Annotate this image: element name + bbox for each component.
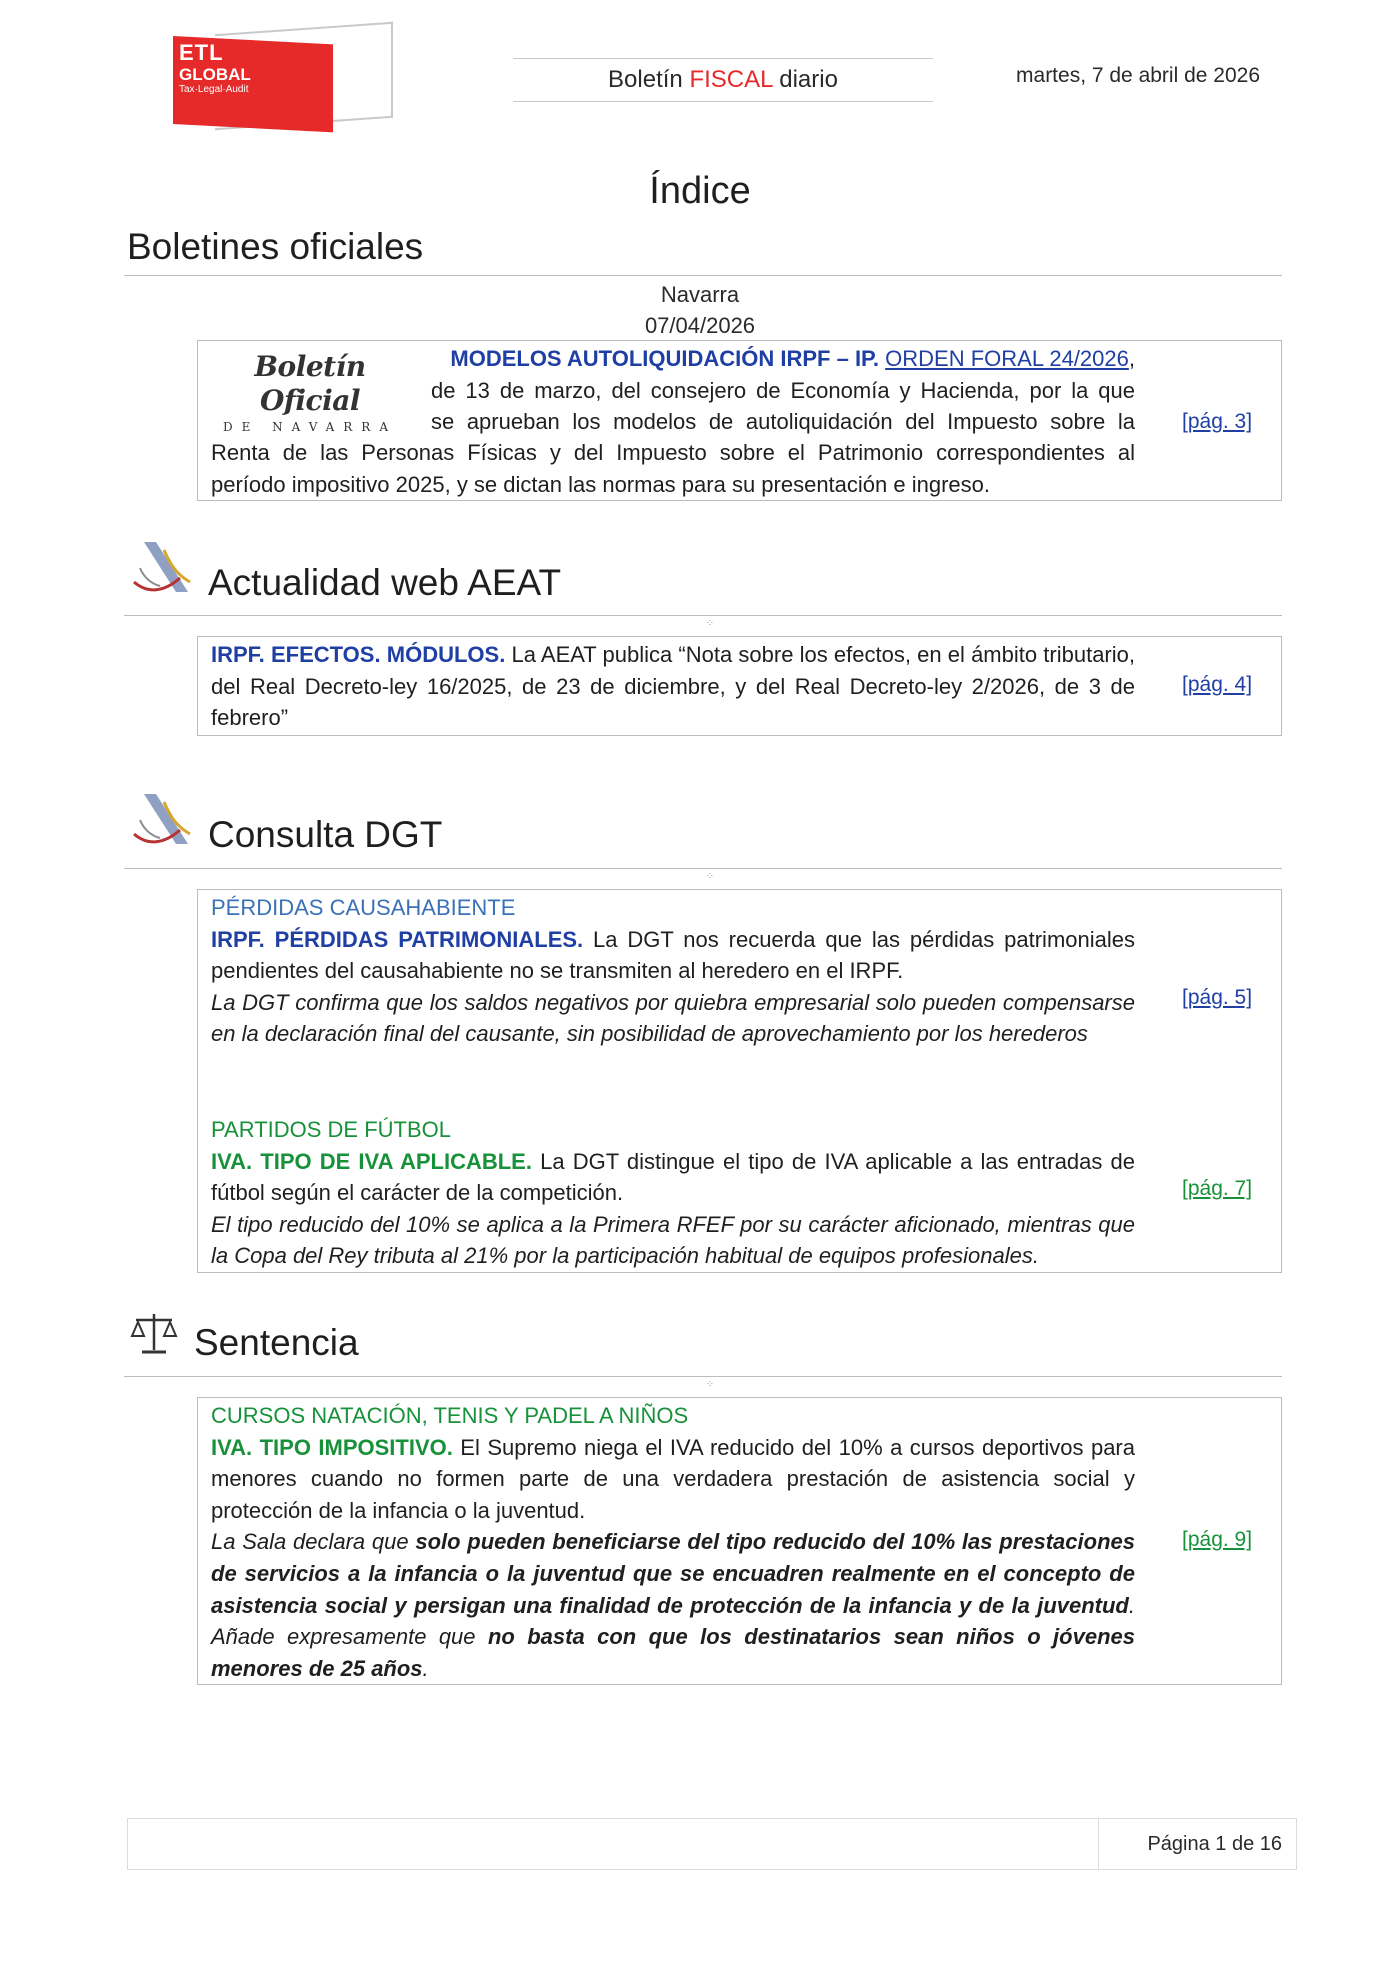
anchor-icon: ⁘ — [705, 618, 715, 629]
bulletin-title: Boletín FISCAL diario — [513, 58, 933, 102]
anchor-icon: ⁘ — [705, 871, 715, 882]
entry-text-dgt-1: PÉRDIDAS CAUSAHABIENTE IRPF. PÉRDIDAS PATRIMONIALES. La DGT nos recuerda que las pérdidas patrimoniales pendientes del causahabiente no se transmiten al heredero en el IRPF. La DGT confirma que los saldos negativos por quiebra empresarial solo pueden compensarse en la declaración final del causante, sin posibilidad de aprovechamiento por los herederos — [211, 892, 1135, 1050]
page-link-5[interactable]: [pág. 5] — [1182, 986, 1253, 1009]
section-title-aeat: Actualidad web AEAT — [208, 562, 562, 603]
anchor-icon: ⁘ — [705, 1379, 715, 1390]
entry-heading: MODELOS AUTOLIQUIDACIÓN IRPF – IP. — [450, 346, 880, 371]
logo-global: GLOBAL — [179, 65, 251, 84]
index-title: Índice — [649, 170, 751, 212]
section-divider — [124, 868, 1282, 869]
page-link-7[interactable]: [pág. 7] — [1182, 1177, 1253, 1200]
orden-foral-link[interactable]: ORDEN FORAL 24/2026 — [885, 346, 1129, 371]
section-divider — [124, 615, 1282, 616]
entry-text-bon-top: MODELOS AUTOLIQUIDACIÓN IRPF – IP. ORDEN FORAL 24/2026, de 13 de marzo, del consejero de Economía y Hacienda, por la que se aprueban los modelos de autoliquidación del Impuesto sobre la — [431, 346, 1135, 435]
page-number: Página 1 de 16 — [1147, 1833, 1282, 1855]
aeat-logo-icon — [130, 790, 196, 852]
entry-text-bon-bottom: Renta de las Personas Físicas y del Impuesto sobre el Patrimonio correspondientes al período impositivo 2025, y se dictan las normas para su presentación e ingreso. — [211, 440, 1135, 497]
scales-icon — [130, 1310, 178, 1356]
entry-text-aeat: IRPF. EFECTOS. MÓDULOS. La AEAT publica “Nota sobre los efectos, en el ámbito tributario, del Real Decreto-ley 16/2025, de 23 de diciembre, y del Real Decreto-ley 2/2026, de 3 de febrero” — [211, 642, 1135, 731]
logo-tagline: Tax·Legal·Audit — [179, 84, 249, 95]
section-title-boletines: Boletines oficiales — [127, 226, 424, 267]
logo-etl: ETL — [179, 40, 224, 65]
boletin-navarra-logo: Boletín Oficial DE NAVARRA — [222, 350, 398, 434]
topic-label: PARTIDOS DE FÚTBOL — [211, 1117, 452, 1142]
topic-label: PÉRDIDAS CAUSAHABIENTE — [211, 895, 516, 920]
entry-text-sentencia: CURSOS NATACIÓN, TENIS Y PADEL A NIÑOS IVA. TIPO IMPOSITIVO. El Supremo niega el IVA reducido del 10% a cursos deportivos para menores cuando no formen parte de una verdadera prestación de asistencia social y protección de la infancia o la juventud. La Sala declara que solo pueden beneficiarse del tipo reducido del 10% las prestaciones de servicios a la infancia o la juventud que se encuadren realmente en el concepto de asistencia social y persigan una finalidad de protección de la infancia y de la juventud. Añade expresamente que no basta con que los destinatarios sean niños o jóvenes menores de 25 años. — [211, 1400, 1135, 1684]
page-link-3[interactable]: [pág. 3] — [1182, 410, 1253, 433]
footer — [127, 1818, 1297, 1870]
bulletin-date: 07/04/2026 — [644, 313, 756, 338]
page-link-4[interactable]: [pág. 4] — [1182, 673, 1253, 696]
topic-label: CURSOS NATACIÓN, TENIS Y PADEL A NIÑOS — [211, 1403, 689, 1428]
section-title-sentencia: Sentencia — [194, 1322, 359, 1363]
page-link-9[interactable]: [pág. 9] — [1182, 1528, 1253, 1551]
header-date: martes, 7 de abril de 2026 — [1016, 64, 1260, 87]
section-divider — [124, 275, 1282, 276]
region-label: Navarra — [660, 282, 740, 307]
entry-text-dgt-2: PARTIDOS DE FÚTBOL IVA. TIPO DE IVA APLICABLE. La DGT distingue el tipo de IVA aplicable a las entradas de fútbol según el carácter de la competición. El tipo reducido del 10% se aplica a la Primera RFEF por su carácter aficionado, mientras que la Copa del Rey tributa al 21% por la participación habitual de equipos profesionales. — [211, 1114, 1135, 1272]
section-divider — [124, 1376, 1282, 1377]
aeat-logo-icon — [130, 538, 196, 600]
section-title-dgt: Consulta DGT — [208, 814, 443, 855]
etl-global-logo — [165, 28, 395, 132]
